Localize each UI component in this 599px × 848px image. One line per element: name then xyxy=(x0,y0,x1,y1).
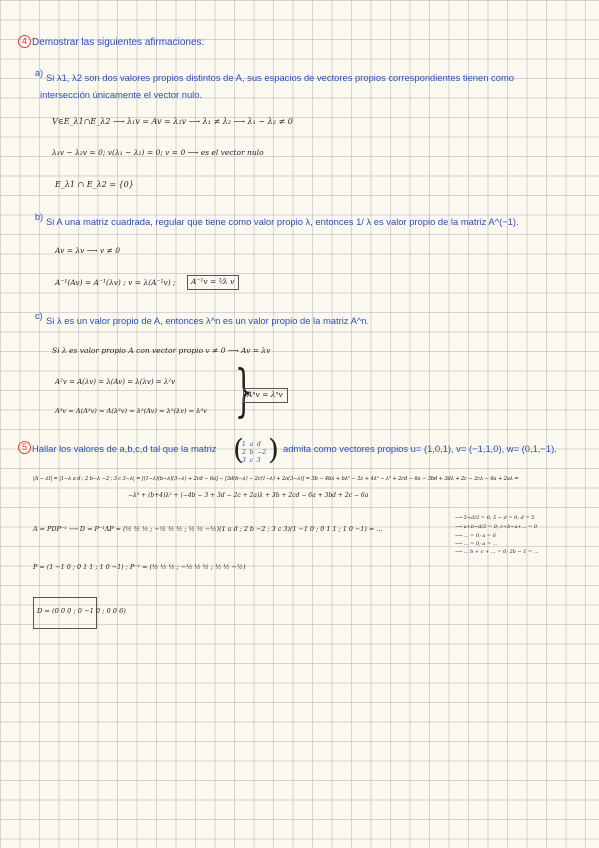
result-line: ⟶ ... = 0; a = 6 xyxy=(455,533,496,539)
problem-number-circle: 4 xyxy=(18,35,31,48)
part-c-result: Aⁿv = λⁿv xyxy=(247,390,283,399)
part-c-result-box xyxy=(243,388,288,403)
matrix-left-paren: ( xyxy=(233,433,244,466)
part-b-work-line1: Av = λv ⟶ v ≠ 0 xyxy=(55,246,120,255)
D-result: D = (0 0 0 ; 0 −1 0 ; 0 0 6) xyxy=(37,607,126,615)
matrix-right-paren: ) xyxy=(268,433,279,466)
matrix-row-1: 1 a d xyxy=(242,441,261,448)
part-a-statement-line1: Si λ1, λ2 son dos valores propios distintos de A, sus espacios de vectores propios correspondientes tienen como xyxy=(46,72,514,83)
problem5-heading-right: admita como vectores propios u= (1,0,1), v= (−1,1,0), w= (0,1,−1). xyxy=(283,443,557,454)
D-result-box xyxy=(33,597,126,629)
part-b-work-line2: A⁻¹(Av) = A⁻¹(λv) ; v = λ(A⁻¹v) ; xyxy=(55,278,176,287)
part-b-result-box xyxy=(187,275,239,290)
part-c-statement: Si λ es un valor propio de A, entonces λ^n es un valor propio de la matriz A^n. xyxy=(46,315,370,326)
problem5-heading-left: Hallar los valores de a,b,c,d tal que la matriz xyxy=(32,443,217,454)
problem4-heading: Demostrar las siguientes afirmaciones: xyxy=(32,37,205,48)
part-a-work-line1: V∈E_λ1∩E_λ2 ⟶ λ₁v = Av = λ₂v ⟶ λ₁ ≠ λ₂ ⟶ λ₁ − λ₂ ≠ 0 xyxy=(52,117,293,126)
part-b-statement: Si A una matriz cuadrada, regular que tiene como valor propio λ, entonces 1/ λ es valor propio de la matriz A^(−1). xyxy=(46,216,519,227)
part-a-work-line2: λ₁v − λ₂v = 0; v(λ₁ − λ₂) = 0; v = 0 ⟶ es el vector nulo xyxy=(52,148,264,157)
part-a-work-line3: E_λ1 ∩ E_λ2 = {0} xyxy=(55,180,134,189)
matrix-row-3: 3 c 3 xyxy=(242,457,261,464)
diagonalization-line: A = PDP⁻¹ ⟶ D = P⁻¹AP = (½ ½ ½ ; −½ ½ ½ ; ½ ½ −½)(1 a d ; 2 b −2 ; 3 c 3)(1 −1 0 ; 0 1 1 ; 1 0 −1) = … xyxy=(33,525,383,533)
part-a-statement-line2: intersección únicamente el vector nulo. xyxy=(40,89,203,100)
part-b-label: b) xyxy=(35,212,44,222)
part-b-result: A⁻¹v = ¹⁄λ v xyxy=(191,277,235,286)
P-matrices-line: P = (1 −1 0 ; 0 1 1 ; 1 0 −1) ; P⁻¹ = (½ ½ ½ ; −½ ½ ½ ; ½ ½ −½) xyxy=(33,563,246,571)
result-line: ⟶ 5+d/2 = 0; 5 − d = 0; d = 5 xyxy=(455,515,535,521)
part-a-label: a) xyxy=(35,68,44,78)
result-line: ⟶ ... b + c + ... = 0; 2b − 1 = ... xyxy=(455,549,539,555)
part-c-work-line1: Si λ es valor propio A con vector propio v ≠ 0 ⟶ Av = λv xyxy=(52,346,271,355)
matrix-A xyxy=(242,441,266,465)
part-c-work-line3: A³v = A(A²v) = A(λ²v) = λ²(Av) = λ²(λv) = λ³v xyxy=(55,407,207,415)
determinant-line-2: −λ³ + (b+4)λ² + (−4b − 3 + 3d − 2c + 2a)λ + 3b + 2cd − 6a + 3bd + 2c − 6a xyxy=(128,492,369,499)
result-line: ⟶ a+b−d/2 = 0; c+b−a+... = 0 xyxy=(455,524,538,530)
part-c-work-line2: A²v = A(λv) = λ(Av) = λ(λv) = λ²v xyxy=(55,378,176,386)
problem-number-circle-5: 5 xyxy=(18,441,31,454)
result-line: ⟶ ... = 0; a = ... xyxy=(455,541,498,547)
matrix-row-2: 2 b −2 xyxy=(242,449,267,456)
part-c-label: c) xyxy=(35,311,43,321)
right-brace: } xyxy=(234,359,253,424)
determinant-line-1: |A − λI| = |1−λ a d ; 2 b−λ −2 ; 3 c 3−λ| = [(1−λ)(b−λ)(3−λ) + 2cd − 6a] − [3d(b−λ) − 2c(1−λ) + 2a(3−λ)] = 3b − 4bλ + bλ² − 3λ + 4λ² − λ³ + 2cd − 6a − 3bd + 3dλ + 2c − 2cλ − 6a + 2aλ = xyxy=(33,476,519,482)
